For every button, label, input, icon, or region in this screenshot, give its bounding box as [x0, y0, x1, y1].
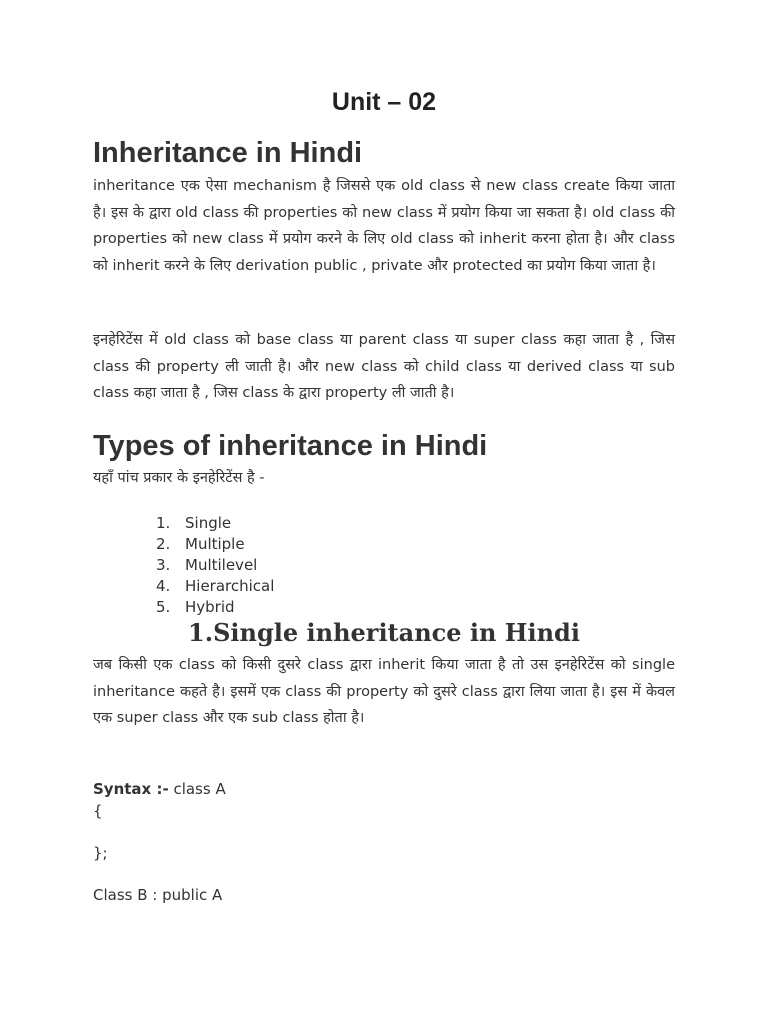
code-close-brace: };: [93, 844, 108, 862]
section-heading-types: Types of inheritance in Hindi: [93, 430, 488, 462]
syntax-line: [93, 780, 226, 798]
paragraph-inheritance-terms: इनहेरिटेंस में old class को base class या parent class या super class कहा जाता है , जिस class की property ली जाती है। और new class को child class या derived class या sub class कहा जाता है , जिस class के द्वारा property ली जाती है।: [93, 332, 675, 401]
list-item: 5. Hybrid: [156, 598, 235, 616]
code-open-brace: {: [93, 802, 103, 820]
syntax-class-a: class A: [168, 780, 226, 798]
inheritance-types-list: [156, 513, 274, 618]
list-item: 3. Multilevel: [156, 556, 258, 574]
syntax-label: Syntax :-: [93, 780, 169, 798]
section-heading-inheritance: Inheritance in Hindi: [93, 137, 363, 169]
section-heading-single-inheritance: 1.Single inheritance in Hindi: [188, 618, 580, 647]
types-intro: यहाँ पांच प्रकार के इनहेरिटेंस है -: [93, 470, 265, 486]
list-item: 1. Single: [156, 514, 232, 532]
paragraph-inheritance-intro: inheritance एक ऐसा mechanism है जिससे एक old class से new class create किया जाता है। इस के द्वारा old class की properties को new class में प्रयोग किया जा सकता है। old class की properties को new class में प्रयोग करने के लिए old class को inherit करना होता है। और class को inherit करने के लिए derivation public , private और protected का प्रयोग किया जाता है।: [93, 178, 675, 274]
unit-title: Unit – 02: [331, 88, 437, 116]
list-item: 4. Hierarchical: [156, 577, 275, 595]
list-item: 2. Multiple: [156, 535, 245, 553]
code-class-b: Class B : public A: [93, 886, 223, 904]
paragraph-single-inheritance: जब किसी एक class को किसी दुसरे class द्वारा inherit किया जाता है तो उस इनहेरिटेंस को single inheritance कहते है। इसमें एक class की property को दुसरे class द्वारा लिया जाता है। इस में केवल एक super class और एक sub class होता है।: [93, 657, 675, 726]
